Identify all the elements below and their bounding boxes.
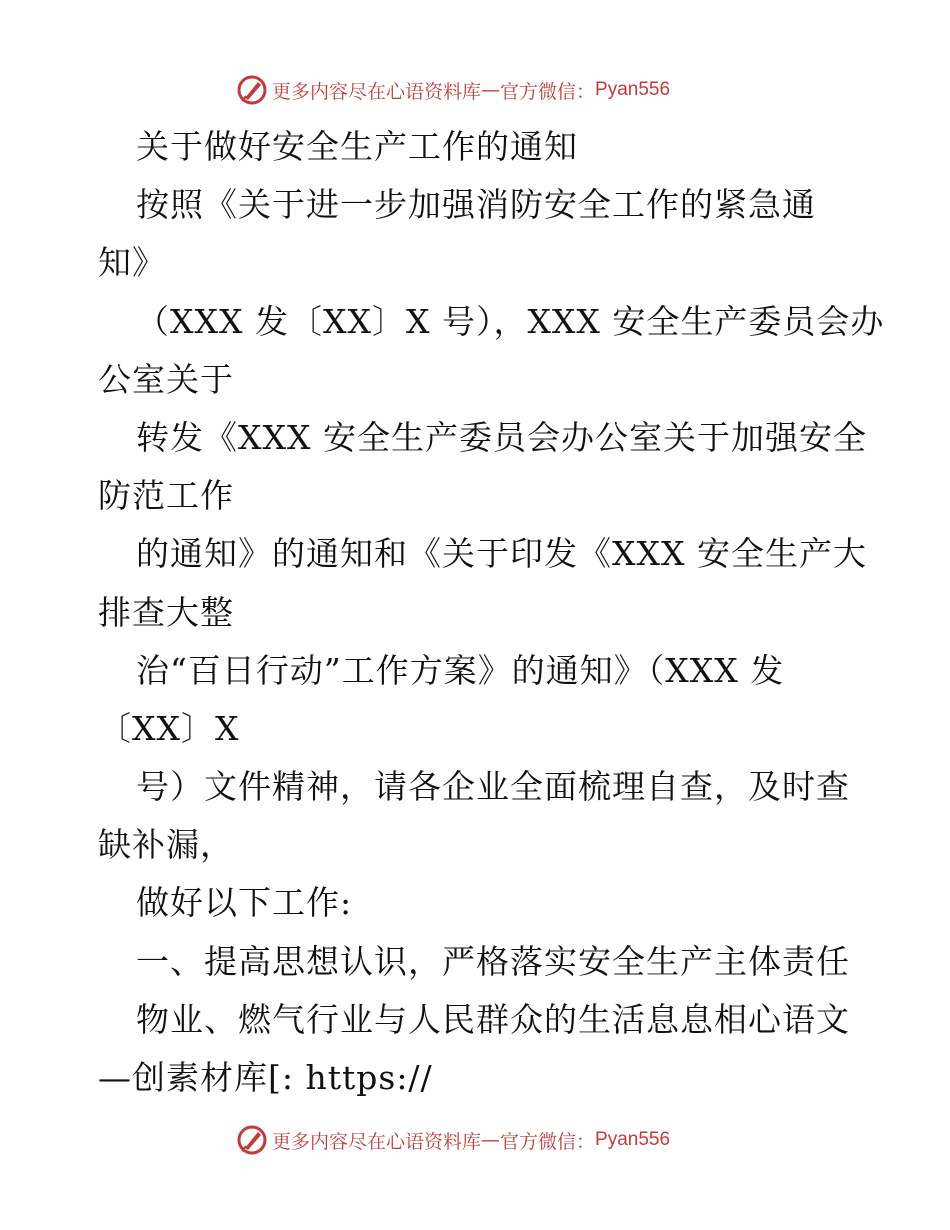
text-line: 公室关于 xyxy=(98,359,234,399)
text-line: 知》 xyxy=(98,243,166,283)
text-line: 做好以下工作: xyxy=(136,883,353,923)
banner-wechat-id: Pyan556 xyxy=(595,1129,671,1150)
text-line: （XXX 发〔XX〕X 号），XXX 安全生产委员会办 xyxy=(136,301,885,341)
banner-wechat-id: Pyan556 xyxy=(595,79,671,100)
banner-separator: — xyxy=(481,1129,501,1151)
banner-separator: — xyxy=(481,79,501,101)
text-line: 号）文件精神，请各企业全面梳理自查，及时查 xyxy=(136,767,850,807)
text-line: 物业、燃气行业与人民群众的生活息息相心语文 xyxy=(136,999,850,1039)
document-body xyxy=(98,118,885,1107)
text-line: 的通知》的通知和《关于印发《XXX 安全生产大 xyxy=(136,534,867,574)
banner-text: 更多内容尽在心语资料库 xyxy=(272,1130,482,1153)
text-line: 一、提高思想认识，严格落实安全生产主体责任 xyxy=(136,941,850,981)
text-line: 缺补漏， xyxy=(98,825,234,865)
text-line: 排查大整 xyxy=(98,592,234,632)
text-line: 按照《关于进一步加强消防安全工作的紧急通 xyxy=(136,185,816,225)
banner-wechat-label: 官方微信： xyxy=(500,80,596,103)
text-line: 转发《XXX 安全生产委员会办公室关于加强安全 xyxy=(136,417,867,457)
text-line: 防范工作 xyxy=(98,476,234,516)
banner-wechat-label: 官方微信： xyxy=(500,1130,596,1153)
text-line: —创素材库[: https:// xyxy=(98,1058,433,1097)
header-banner xyxy=(236,72,670,108)
text-line: 治“百日行动”工作方案》的通知》（XXX 发 xyxy=(136,650,785,690)
banner-text: 更多内容尽在心语资料库 xyxy=(272,80,482,103)
quill-pen-logo-icon xyxy=(236,1124,268,1156)
text-line: 关于做好安全生产工作的通知 xyxy=(136,127,578,166)
text-line: 〔XX〕X xyxy=(98,708,240,748)
quill-pen-logo-icon xyxy=(236,74,268,106)
footer-banner xyxy=(236,1122,670,1158)
